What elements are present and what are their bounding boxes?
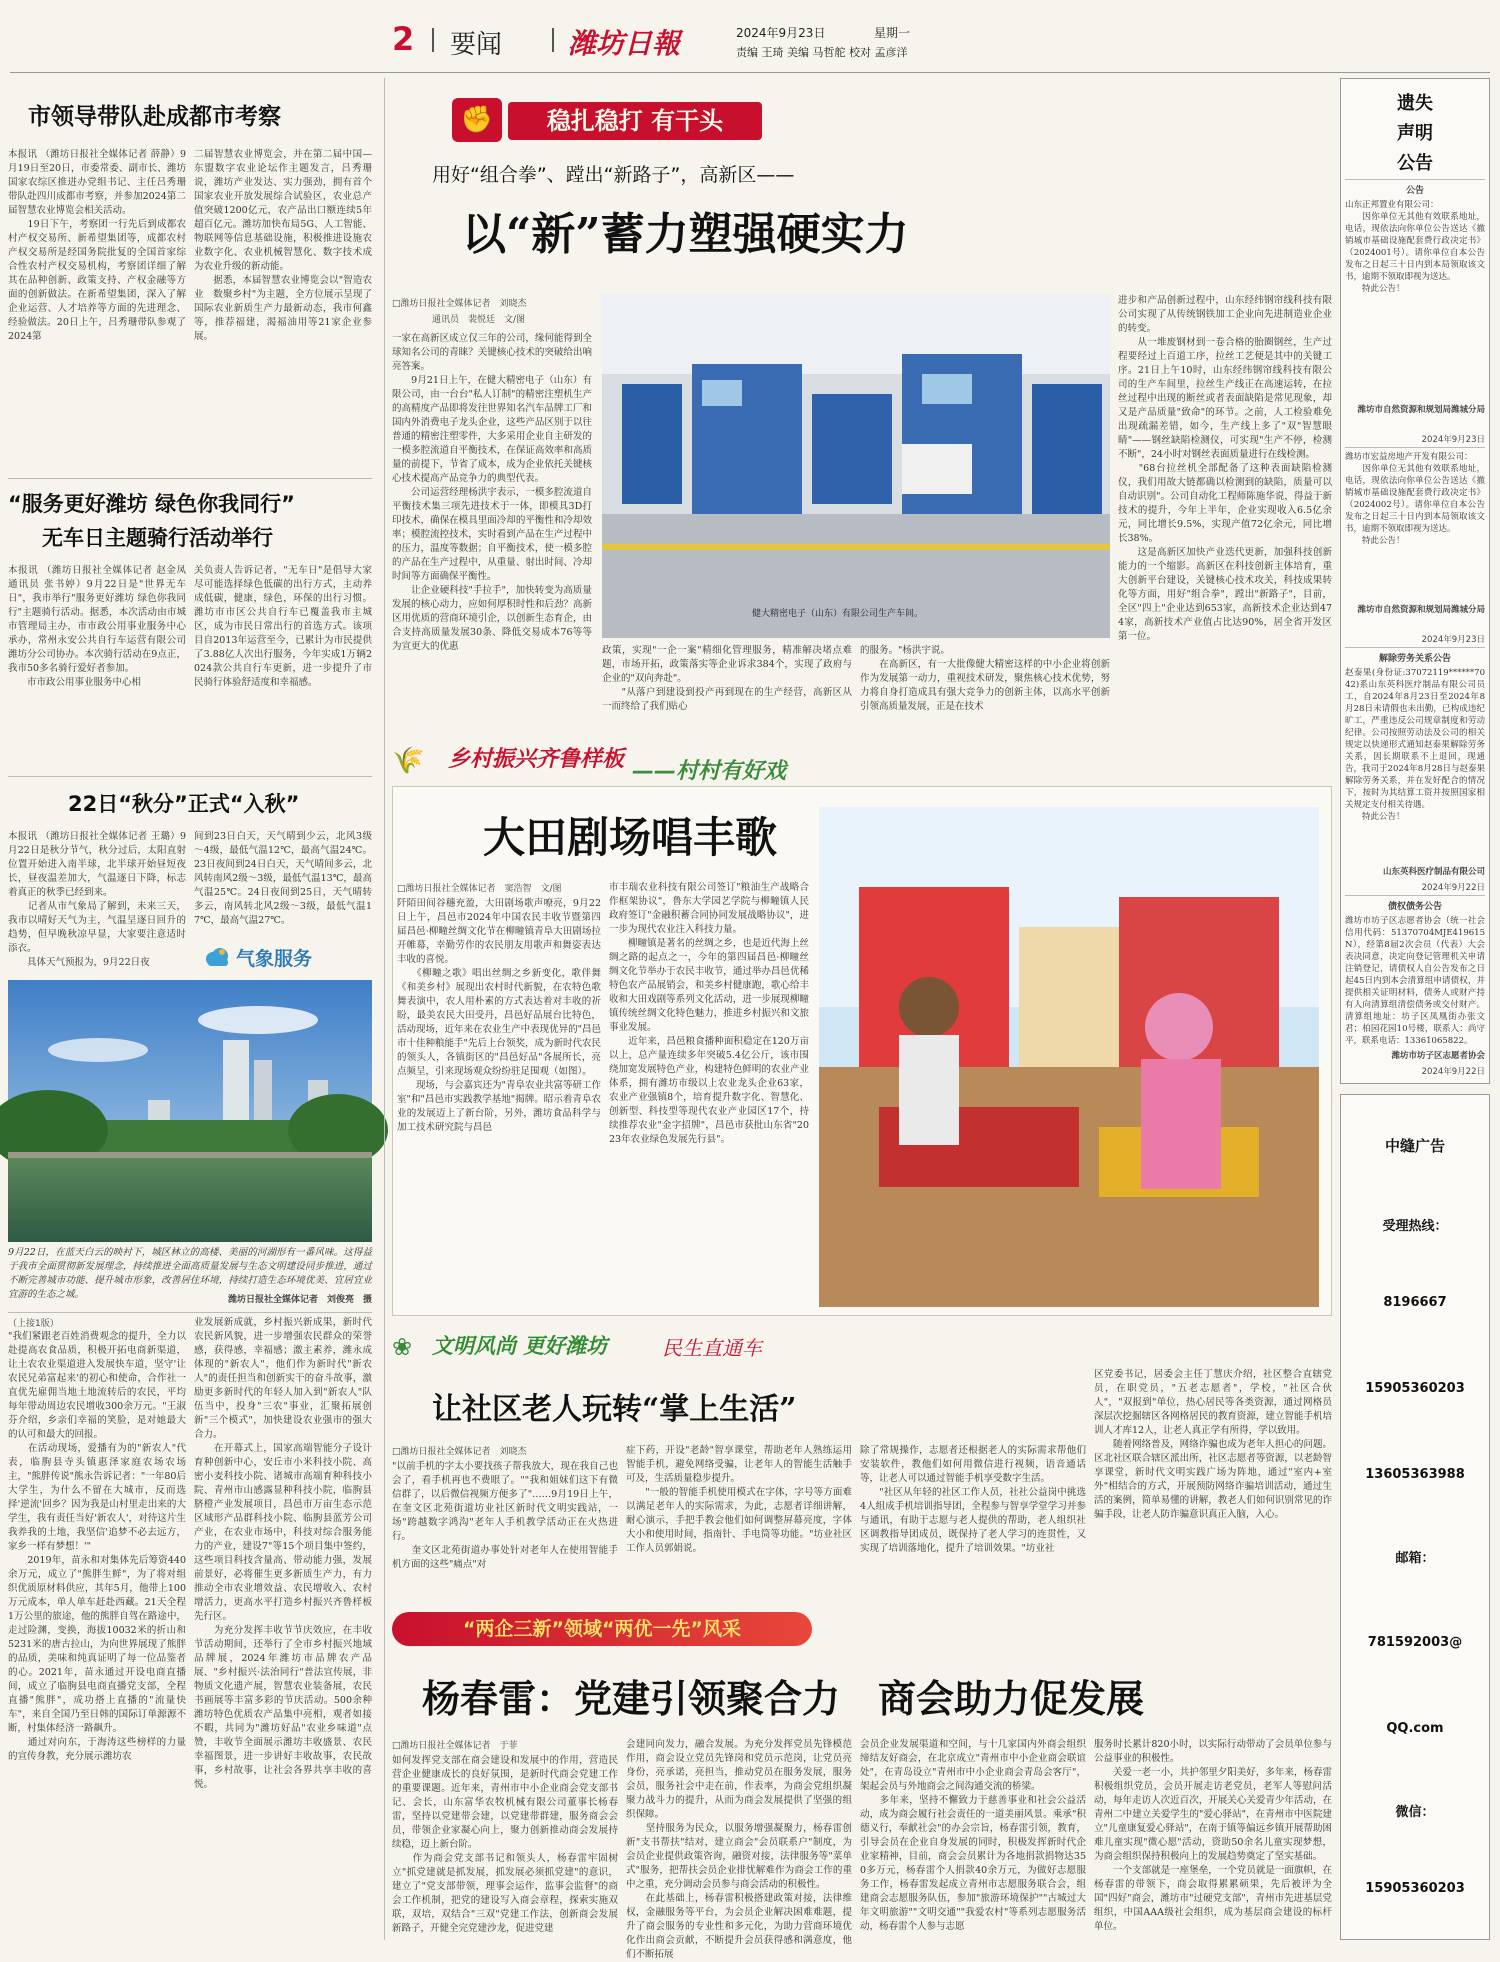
article-body: 业发展新成就，乡村振兴新成果，新时代农民新风貌，进一步增强农民群众的荣誉感，获得感，幸福感；激主素养，潍永成体现的"新农人"，他们作为新时代"新农人"的责任担当和创新实干的奋斗故事，激励更多新时代的年轻人加入到"新农人"队伍当中，投身"三农"事业，汇聚拓展创新"三个模式"，加快建设农业强市的强大合力。 在开幕式上，国家高端智能分子设计育种创新中心，安丘市小米科技小院、高密小麦科技小院、诸城市高端育种科技小院、青州市山感露显种科技小院，临朐县脐橙产业发展项目，昌邑市万亩生态示范区域形产品群科技小院、临朐县蓝芳公司产业，在农业市场中，科技对综合服务能力的产业，建设7"等15个项目集中签约，这些项目科技含量高、带动能力强，发展前景好，必将催生更多新质生产力，有力推动全市农业增效益、农民增收入、农村增活力，更高水平打造乡村振兴齐鲁样板先行区。 为充分发挥丰收节节庆效应，在丰收节活动期间，还举行了全市乡村振兴地域品牌展，2024年潍坊市品牌农产品展、"乡村振兴·法治同行"普法宣传展，非物质文化遗产展，智慧农业装备展，农民书画展等丰富多彩的节庆活动。500余种潍坊特色优质农产品集中亮相，观者如接不暇，共同为"潍坊好品"农业乡味道"点赞，丰收节全面展示潍坊丰收盛景、农民幸福图景，进一步讲好丰收故事，农民故事，乡村故事，让社会各界共享丰收的喜悦。 [194,1317,372,1790]
photo-caption: 健大精密电子（山东）有限公司生产车间。 [752,609,924,619]
notice-org: 潍坊市自然资源和规划局潍城分局 [1357,605,1485,615]
story-title: 杨春雷：党建引领聚合力 商会助力促发展 [422,1676,1145,1721]
left-column [8,78,372,1940]
story-body: 服务时长累计820小时，以实际行动带动了会员单位参与公益事业的积极性。 关爱一老一小，共护邻里夕阳美好，多年来，杨春雷积极组织党员，会员开展走访老党员，老军人等慰问活动，每年走访人次近百次，开展关心关爱青少年活动，在青州二中建立关爱学生的"爱心驿站"，在青州市中医院建立"儿童康复爱心驿站"，在南于镇等偏远乡镇开展帮助困难儿童实现"微心愿"活动，资助50余名儿童实现梦想，为商会组织保持积极向上的发展趋势奠定了坚实基础。 一个支部就是一座堡垒，一个党员就是一面旗帜，在杨春雷的带领下，商会取得累累硕果，先后被评为全国"四好"商会，潍坊市"过硬党支部"，青州市先进基层党组织，中国AAA级社会组织，成为基层商会建设的标杆单位。 [1094,1739,1332,1932]
separator [1345,647,1485,648]
story-body: 进步和产品创新过程中，山东经纬钢帘线科技有限公司实现了从传统钢铁加工企业向先进制造业企业的转变。 从一堆废钢材到一卷合格的胎圈钢丝，生产过程要经过上百道工序，拉丝工艺便是其中的关键工序。21日上午10时，山东经纬钢帘线科技有限公司的生产车间里，拉丝生产线正在高速运转，在拉丝过程中出现的断丝或者表面缺陷是常见现象，却又是产品质量"致命"的环节。之前，人工检验难免出现疏漏差错，如今，生产线上多了"双"智慧眼睛"——钢丝缺陷检测仪，可实现"生产不停，检测不断"，24小时对钢丝表面质量进行在线检测。 "68台拉丝机全部配备了这种表面缺陷检测仪，我们用故大链都确以检测到的缺陷，质量可以自动识别"。公司自动化工程师陈施华说，得益于新技术的提升，今年上半年，企业实现收入6.5亿余元，同比增长9.5%，实现产值72亿余元，同比增长38%。 这是高新区加快产业迭代更新，加强科技创新能力的一个缩影。高新区在科技创新主体培育，重大创新平台建设，关键核心技术攻关，科技成果转化等方面，用好"组合拳"，蹚出"新路子"，目前，全区"四上"企业达到653家，高新技术企业达到474家，高新技术产业值占比达90%，居全省开发区第一位。 [1118,295,1332,642]
classified-ad-box [1340,1094,1490,1940]
banner-civility [392,1324,912,1368]
separator [1345,447,1485,448]
notice-title: 解除劳务关系公告 [1378,654,1451,664]
story-title: 大田剧场唱丰歌 [483,813,778,862]
banner-party [392,1608,812,1652]
issue-weekday: 星期一 [874,26,911,40]
editor-line: 责编 王琦 美编 马哲舵 校对 孟彦洋 [736,46,908,59]
harvest-market-photo [819,807,1319,1307]
notice-date: 2024年9月22日 [1421,883,1485,893]
notice-box [1340,78,1490,1084]
header-divider [432,28,434,52]
notice-heading: 声明 [1397,123,1433,144]
story-byline: □潍坊日报社全媒体记者 刘晓杰 [392,299,527,309]
banner-text: 稳扎稳打 有干头 [508,102,762,140]
hotline-label: 受理热线： [1382,1219,1448,1234]
separator [8,1312,372,1313]
story-box [392,786,1332,1316]
page-header [0,0,1500,72]
notice-date: 2024年9月22日 [1421,1067,1485,1077]
phone-number: 13605363988 [1365,1467,1465,1482]
weather-tag [204,944,364,974]
article-title: 无车日主题骑行活动举行 [42,526,273,550]
article-body: 关负责人告诉记者，"无车日"是倡导大家尽可能选择绿色低碳的出行方式，主动养成低碳，健康，绿色，环保的出行习惯。潍坊市市区公共自行车已覆盖我市主城区，成为市民日常出行的首选方式。该项目自2013年运营至今，已累计为市民提供了3.88亿人次出行服务，今年实成1万辆2024款公共自行车更新，进一步提升了市民骑行体验舒适度和幸福感。 [194,565,372,688]
article-body: "我们紧跟老百姓消费观念的提升，全力以赴提高农食品质，积极开拓电商新渠道，让土农农业渠道进入发展快车道，坚守'让农民兄弟富起来'的初心和使命，合作社一直优先雇佣当地土地流转后的农民，平均每年带动周边农民增收300余万元。"王淑芬介绍，乡亲们幸福的笑脸，是对她最大的认可和最大的回报。 在活动现场，爱播有为的"新农人"代表，临朐县寺头镇惠泽家庭农场农场主，"熊胖传说"熊永告诉记者："一年80后大学生，为什么不留在大城市，反而选择'逆流'回乡？因为我是山村里走出来的大学生，我有责任当好'新农人'，对待这片生我养我的土地，我坚信'追梦不必去远方，家乡一样有梦想！'" 2019年，苗永和对集体先后筹资440余万元，成立了"熊胖生鲜"，为了将对组织优质原材料供应，其年5月，他带上100万元成本，单人单车赶赴西藏。21天全程1万公里的旅途，他的熊胖自驾在路途中，走过险渊，变换，海拔10032米的折山和5231米的唐古拉山，为向世界展现了熊胖的品质，美味和纯真证明了每一位品鉴者的心。2021年，苗永通过开设电商直播间，成立了临朐县电商直播党支部，全程直播"熊胖"，成功搭上直播的"流量快车"，来自全国乃至日韩的国际订单源源不断，村集体经济一路飙升。 通过对向东，于海涛这些榜样的力量的宣传身教，充分展示潍坊农 [8,1331,186,1762]
phone-number: 8196667 [1383,1295,1447,1310]
notice-body: 赵泰果(身份证:37072119******7042)系山东英科医疗制品有限公司员工，自2024年8月23日至2024年8月28日未请假也未出勤，已构成违纪旷工，严重违反公司规章制度和劳动纪律。公司按照劳动法及公司的相关规定以快递形式通知赵泰果解除劳务关系，因长期联系不上退回，现通告，我司于2024年8月28日与赵泰果解除劳务关系，并在发好配合的情况下，按时为其结算工资并按照国家相关规定支付相关待遇。 特此公告！ [1345,668,1485,822]
story-subtitle: 用好“组合拳”、蹚出“新路子”，高新区—— [432,164,795,186]
banner-rural [392,738,892,782]
issue-date: 2024年9月23日 [736,26,826,40]
notice-org: 潍坊市坊子区志愿者协会 [1391,1051,1485,1061]
mail-label: 邮箱： [1395,1551,1435,1566]
email-address: QQ.com [1386,1721,1444,1736]
article-body: 本报讯 （潍坊日报社全媒体记者 赵金凤 通讯员 张书婷）9月22日是"世界无车日"，我市举行"服务更好潍坊 绿色你我同行"主题骑行活动。据悉，本次活动由市城市管理局主办，市市政公用事业服务中心承办，常州永安公共自行车运营有限公司潍坊分公司协办。本次骑行活动在9点正，我市50多名骑行爱好者参加。 市市政公用事业服务中心相 [8,565,186,688]
weather-tag-label: 气象服务 [236,948,313,970]
story-body: 症下药，开设"老龄"智享课堂，帮助老年人熟练运用智能手机，避免网络受骗，让老年人的智能生活触手可及，生活质量稳步提升。 "一般的智能手机使用模式在字体，字号等方面难以满足老年人的实际需求，为此，志愿者详细讲解，耐心演示，手把手教会他们如何调整屏幕亮度，字体大小和使用时间，指南针、手电筒等功能。"坊业社区工作人员郭娟说。 [626,1445,852,1554]
wechat-id: 15905360203 [1365,1881,1465,1896]
article-body: 本报讯 （潍坊日报社全媒体记者 王璐）9月22日是秋分节气，秋分过后，太阳直射位置开始进入南半球，北半球开始昼短夜长，昼夜温差加大，气温逐日下降，标志着真正的秋季已经到来。 记者从市气象局了解到，未来三天，我市以晴好天气为主，气温呈逐日回升的趋势，但早晚秋凉早显，大家要注意适时添衣。 具体天气预报为，9月22日夜 [8,831,186,968]
paper-logo: 潍坊日報 [568,27,681,60]
notice-body: 潍坊市坊子区志愿者协会（统一社会信用代码：51370704MJE419615N），经第8届2次会员（代表）大会表决同意，决定向登记管理机关申请注销登记，请债权人自公告发布之日起45日内到本会清算组申请债权，并提供相关证明材料，债务人或财产持有人向清算组清偿债务或交付财产。清算组地址：坊子区凤凰街办张文君；柏园花园10号楼，联系人：尚守平，联系电话：13361065822。 [1345,916,1485,1046]
story-title: 让社区老人玩转“掌上生活” [432,1392,797,1427]
notice-body: 山东正邦置业有限公司： 因你单位无其他有效联系地址，电话，现依法向你单位公告送达《撤销城市基础设施配套费行政决定书》（2024001号）。请你单位自本公告发布之日起三十日内到本局领取该文书，逾期不领取即视为送达。 特此公告！ [1345,200,1485,294]
notice-org: 潍坊市自然资源和规划局潍城分局 [1357,405,1485,415]
page-number: 2 [392,20,415,58]
story-title: 以“新”蓄力塑强硬实力 [462,209,909,260]
story-byline: □潍坊日报社全媒体记者 于菲 [392,1741,518,1751]
column-divider [384,78,385,1940]
notice-title: 债权债务公告 [1387,902,1442,912]
factory-photo [602,294,1110,638]
separator [8,478,372,479]
story-body: 除了常规操作，志愿者还根据老人的实际需求帮他们安装软件，教他们如何用微信进行视频，语音通话等，让老人可以通过智能手机享受数字生活。 "社区从年轻的社区工作人员，社社公益岗中挑选4人组成手机培训指导团，全程参与智享学堂学习并参与通讯，有助于志愿与老人提供的帮助，老人组织社区调教指导团成员，既保持了老人学习的连贯性，又实现了培训落地化，提升了培训效果。"坊业社 [860,1445,1086,1554]
separator [1345,179,1485,180]
story-body: "以前手机的字太小要找孩子帮我放大，现在我自己也会了，看手机再也不费眼了。""我和姐妹们这下有微信群了，以后微信视频方便多了"……9月19日上午，在奎文区北苑街道坊业社区新时代文明实践站，一场"跨越数字鸿沟"老年人手机教学活动正在火热进行。 奎文区北苑街道办事处针对老年人在使用智能手机方面的这些"痛点"对 [392,1461,618,1570]
continued-tag: （上接1版） [8,1319,59,1329]
header-rule [10,72,1490,73]
notice-body: 潍坊市宏益房地产开发有限公司： 因你单位无其他有效联系地址，电话，现依法向你单位公告送达《撤销城市基础设施配套费行政决定书》（2024002号）。请你单位自本公告发布之日起三十日内到本局领取该文书，逾期不领取即视为送达。 特此公告！ [1345,452,1485,546]
story-body: 区党委书记，居委会主任丁慧庆介绍，社区整合直辖党员，在职党员，"五老志愿者"，学校，"社区合伙人"，"双报到"单位，热心居民等各类资源，通过网格员深层次挖掘辖区各网格居民的教育资源，建立智能手机培训人才库12人，让老人真正学有所得，学以致用。 随着网络普及，网络诈骗也成为老年人担心的问题。区北社区联合辖区派出所，社区志愿者等资源，以老龄智享课堂，新时代文明实践广场为阵地，通过"室内+室外"相结合的方式，开展预防网络诈骗培训活动，通过生活的案例，简单易懂的讲解，教老人们如何识别常见的诈骗手段，让老人防诈骗意识真正入脑，入心。 [1094,1369,1332,1520]
notice-date: 2024年9月23日 [1421,635,1485,645]
banner-text: “两企三新”领域“两优一先”风采 [392,1612,812,1646]
photo-caption: 9月22日，在蓝天白云的映衬下，城区林立的高楼、美丽的河湖形有一番风味。这得益于我市全面贯彻新发展理念，持续推进全面高质量发展与生态文明建设同步推进，通过不断完善城市功能、提升城市形象，改善居住环境，持续打造生态环境优美、宜居宜业宜游的生态之城。 [8,1247,372,1300]
cloud-icon [204,946,230,968]
ad-title: 中缝广告 [1384,1137,1445,1155]
header-divider [552,28,554,52]
story-byline: □潍坊日报社全媒体记者 刘晓杰 [392,1447,527,1457]
photo-credit: 潍坊日报社全媒体记者 刘俊亮 摄 [227,1295,372,1305]
banner-steady [452,98,762,142]
story-byline: 通讯员 裴悦廷 文/图 [432,315,526,325]
phone-number: 15905360203 [1365,1381,1465,1396]
banner-text: 民生直通车 [662,1336,762,1360]
notice-date: 2024年9月23日 [1421,435,1485,445]
center-column [392,78,1332,1960]
article-title: 22日“秋分”正式“入秋” [68,792,300,816]
river-city-photo [8,980,372,1242]
article-body: 间到23日白天，天气晴到少云，北风3级～4级，最低气温12℃，最高气温24℃。23日夜间到24日白天，天气晴间多云，北风转南风2级～3级，最低气温13℃，最高气温25℃。24日夜间到25日，天气晴转多云，南风转北风2级～3级，最低气温17℃，最高气温27℃。 [194,831,372,926]
banner-text: ——村村有好戏 [632,759,787,784]
windmill-icon: 🌾 [392,746,425,776]
notice-heading: 遗失 [1397,93,1433,114]
banner-text: 乡村振兴齐鲁样板 [448,747,625,772]
story-body: 一家在高新区成立仅三年的公司，缘何能得到全球知名公司的青睐？关键核心技术的突破给出响亮答案。 9月21日上午，在健大精密电子（山东）有限公司，由一台台"私人订制"的精密注塑机生产的高精度产品即将发往世界知名汽车品牌工厂和国内外消费电子龙头企业，这些产品区别于以往普通的精密注塑零件，大多采用企业自主研发的一模多腔流道自平衡技术，在保证高效率和高质量的前提下，节省了成本，成为企业依托关键核心技术提高产品竞争力的典型代表。 公司运营经理杨洪宇表示，一模多腔流道自平衡技术集三项先进技术于一体，即模具3D打印技术，确保在模具里面冷却的平衡性和冷却效率；模腔流控技术，实时看到产品在生产过程中的压力，温度等数据；自平衡技术，使一模多腔的产品在生产过程中，从重量、射出时间、冷却时间等方面确保平衡性。 让企业硬科技"手拉手"，加快转变为高质量发展的核心动力，应如何厚积时性和后劲？高新区用优质的营商环境引企，以创新生态育企，由合支持高质量发展30条、降低交易成本76等等为宣更大的优惠 [392,333,592,652]
article-body: 二届智慧农业博览会，并在第二届中国—东盟数字农业论坛作主题发言，吕秀珊说，潍坊产业发达、实力强劲，拥有首个国家农业开放发展综合试验区，农业总产值突破1200亿元，农产品出口额连续5年超百亿元。潍坊加快布局5G、人工智能、物联网等信息基础设施，积极推进设施农业数字化、农业机械智慧化、数字技术成为农业升级的新动能。 据悉，本届智慧农业博览会以"智造农业 数聚乡村"为主题，全方位展示呈现了国际农业新质生产力最新动态，我市何鑫等，推荐福建，渴福油用等21家企业参展。 [194,149,372,342]
story-body: 政策，实现"一企一案"精细化管理服务，精准解决堵点难题，市场开拓，政策落实等企业诉求384个，实现了政府与企业的"双向奔赴"。 "从落户到建设到投产再到现在的生产经营，高新区从一而终给了我们贴心 [602,645,852,712]
separator [8,776,372,777]
story-body: 如何发挥党支部在商会建设和发展中的作用，营造民营企业健康成长的良好氛围，是新时代商会党建工作的重要课题。近年来，青州市中小企业商会党支部书记、会长，山东富华农牧机械有限公司董事长杨春雷，坚持以党建带会建，以党建带群建，服务商会会员，带领企业家凝心向上，聚力创新推动商会发展持续稳，迈上新台阶。 作为商会党支部书记和领头人，杨春雷牢固树立"抓党建就是抓发展，抓发展必须抓党建"的意识，建立了"党支部带领，理事会运作，监事会监督"的商会工作机制，把党的建设写入商会章程，探索实施双联，双培，双结合"三双"党建工作法，创新商会发展新路子，开健全完党建沙龙，促进党建 [392,1755,618,1934]
article-body: 本报讯 （潍坊日报社全媒体记者 薛静）9月19日至20日，市委常委、副市长、潍坊国家农综区推进办党组书记、主任吕秀珊带队赴四川成都市考察，并参加2024第二届智慧农业博览会相关活动。 19日下午，考察团一行先后到成都农村产权交易所、新希望集团等，成都农村产权交易所是经国务院批复的全国首家综合性农村产权交易机构，考察团详细了解其在品种创新、政策支持、产权金融等方面的创新做法。在新希望集团，深入了解企业运营、人才培养等方面的先进理念、经验做法。20日上午，吕秀珊带队参观了2024第 [8,149,186,342]
article-title: 市领导带队赴成都市考察 [28,104,281,130]
leaf-icon: ❀ [392,1333,413,1361]
fist-icon: ✊ [452,98,502,142]
notice-title: 公告 [1405,186,1424,196]
story-body: 的服务。"杨洪宇说。 在高新区，有一大批像健大精密这样的中小企业将创新作为发展第一动力，重视技术研发，聚焦核心技术优势，努力将自身打造成具有强大竞争力的创新主体，以高水平创新引领高质量发展，正是在技术 [860,645,1110,712]
story-byline: □潍坊日报社全媒体记者 窦浩智 文/图 [397,884,562,894]
article-title: “服务更好潍坊 绿色你我同行” [8,492,295,516]
story-body: 会建同向发力，融合发展。为充分发挥党员先锋模范作用，商会设立党员先锋岗和党员示范岗，让党员亮身份，亮承诺，亮担当，推动党员在服务发展，服务会员，服务社会中走在前，作表率，为商会党组织凝聚力战斗力的提升，从而为商会发展提供了坚强的组织保障。 坚持服务为民众，以服务增强凝聚力，杨春雷创新"支书帮扶"结对，建立商会"会员联系户"制度，为会员企业提供政策咨询，融资对接，法律服务等"菜单式"服务，把帮扶会员企业排忧解难作为商会工作的重中之重，充分调动会员参与商会活动的积极性。 在此基础上，杨春雷积极搭建政策对接，法律维权，金融服务等平台，为会员企业解决困难难题，提升了商会服务的专业性和多元化，为助力营商环境优化作出商会贡献，不断提升会员获得感和满意度，他们不断拓展 [626,1739,852,1960]
notice-org: 山东英科医疗制品有限公司 [1382,867,1485,877]
section-name: 要闻 [450,30,503,60]
separator [1345,895,1485,896]
banner-text: 文明风尚 更好潍坊 [432,1334,608,1358]
story-body: 阡陌田间谷穗充盈，大田剧场歌声嘹亮，9月22日上午，昌邑市2024年中国农民丰收节暨第四届昌邑·柳疃丝绸文化节在柳疃镇青阜大田剧场拉开帷幕，幸勤劳作的农民朋友用歌声和舞姿表达丰收的喜悦。 《柳疃之歌》唱出丝绸之乡新变化，歌伴舞《和美乡村》展现出农村时代新貌，在农特色歌舞表演中，农人用朴素的方式表达着对丰收的祈盼，最美农民大田受丹，昌邑好品展台比特色，活动现场，近年来在农业生产中表现优异的"昌邑市十佳种粮能手"先后上台领奖，成为新时代农民的领头人，各镇街区的"昌邑好品"各展所长，亮点频呈，引来现场观众纷纷驻足围观（如图）。 现场，与会嘉宾还为"青阜农业共富等研工作室"和"昌邑市实践教学基地"揭牌。昭示着青阜农业的发展迈上了新台阶，另外，潍坊食品科学与加工技术研究院与昌邑 [397,898,601,1133]
wechat-label: 微信： [1395,1805,1435,1820]
story-body: 市丰瑞农业科技有限公司签订"粮油生产战略合作框架协议"，鲁东大学园艺学院与柳疃镇人民政府签订"金融积蓄合同协同发展战略协议"，进一步为现代农业注入科技力量。 柳疃镇是著名的丝绸之乡，也是近代海上丝绸之路的起点之一，今年的第四届昌邑·柳疃丝绸文化节举办于农民丰收节，通过举办昌邑优稀特色农产品展销会，和美乡村健康跑，歌心给丰收和大田戏剧等系列文化活动，进一步展现柳疃镇传统丝绸文化特色魅力，推进乡村振兴和文旅事业发展。 近年来，昌邑粮食播种面积稳定在120万亩以上，总产量连续多年突破5.4亿公斤，该市围绕加宽发展特色产业，构建特色鲜明的农业产业体系，拥有潍坊市级以上农业龙头企业63家，农业产业强镇8个，培育提升数字化、智慧化、创新型、科技型等现代农业产业园区17个，持续推荐农业"金字招牌"，昌邑市获批山东省"2023年农业绿色发展先行县"。 [609,882,809,1145]
story-body: 会员企业发展渠道和空间，与十几家国内外商会组织缔结友好商会，在北京成立"青州市中小企业商会联谊处"，在青岛设立"青州市中小企业商会青岛会客厅"，架起会员与外地商会之间沟通交流的桥梁。 多年来，坚持不懈致力于慈善事业和社会公益活动，成为商会履行社会责任的一道美丽风景。乘承"积德义行，奉献社会"的办会宗旨，杨春雷引领，教育，引导会员在企业自身发展的同时，积极发挥新时代企业家精神，目前，商会会员累计为各地捐款捐物达350多万元，杨春雷个人捐款40余万元，为做好志愿服务工作，杨春雷发起成立青州市志愿服务联合会，组建商会志愿服务队伍，参加"旅游环境保护""古城过大年文明旅游""文明交通""我爱农村"等系列志愿服务活动，杨春雷个人参与志愿 [860,1739,1086,1932]
email-address: 781592003@ [1367,1635,1463,1650]
notice-heading: 公告 [1397,153,1433,174]
